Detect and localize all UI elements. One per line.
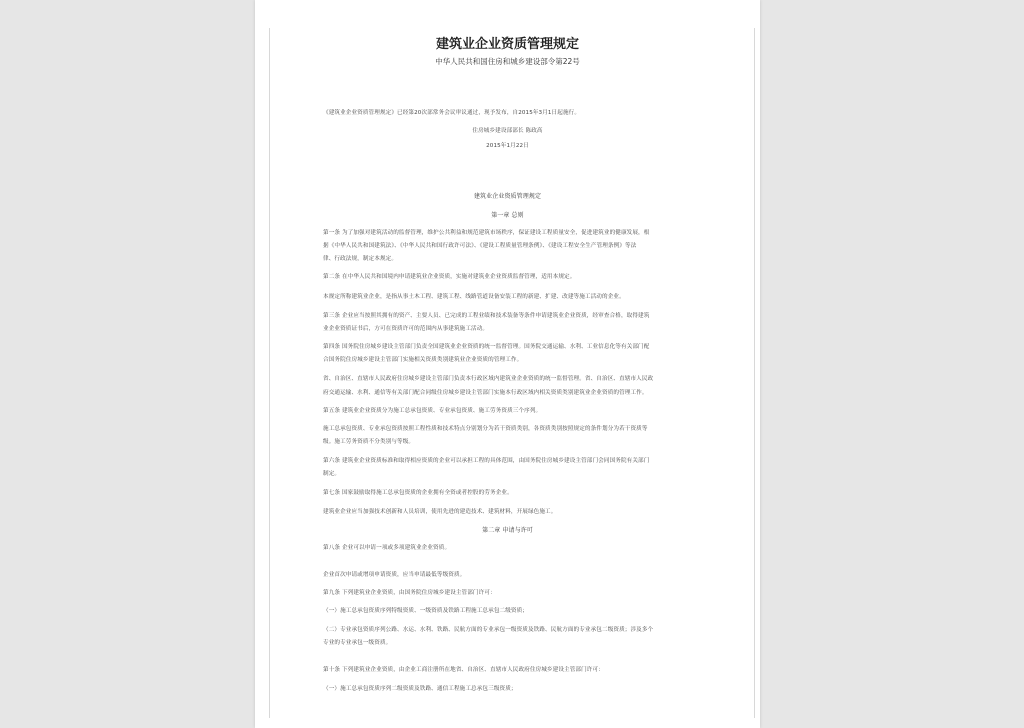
issue-date: 2015年1月22日 [486, 143, 529, 149]
text-line: 本规定所称建筑业企业，是指从事土木工程、建筑工程、线路管道设备安装工程的新建、扩建、改建等施工活动的企业。 [323, 294, 625, 300]
text-line: 第五条 建筑业企业资质分为施工总承包资质、专业承包资质、施工劳务资质三个序列。 [323, 408, 542, 414]
text-line: 省、自治区、直辖市人民政府住房城乡建设主管部门负责本行政区域内建筑业企业资质的统一监督管理。省、自治区、直辖市人民政 [323, 376, 654, 382]
signatory: 住房城乡建设部部长 陈政高 [472, 128, 543, 134]
intro-paragraph: 《建筑业企业资质管理规定》已经第20次部常务会议审议通过，现予发布，自2015年3月1日起施行。 [323, 110, 581, 116]
text-line: （一）施工总承包资质序列特级资质、一级资质及铁路工程施工总承包二级资质； [323, 608, 528, 614]
text-line: 业企业资质证书后，方可在资质许可的范围内从事建筑施工活动。 [323, 326, 489, 332]
text-line: 据《中华人民共和国建筑法》、《中华人民共和国行政许可法》、《建设工程质量管理条例》、《建设工程安全生产管理条例》等法 [323, 243, 637, 249]
chapter-two-heading: 第二章 申请与许可 [482, 527, 533, 534]
text-line: 第一条 为了加强对建筑活动的监督管理，维护公共利益和规范建筑市场秩序，保证建设工程质量安全，促进建筑业的健康发展，根 [323, 230, 650, 236]
text-line: 企业首次申请或增项申请资质，应当申请最低等级资质。 [323, 572, 466, 578]
text-line: 建筑业企业应当加强技术创新和人员培训，使用先进的建造技术、建筑材料，开展绿色施工。 [323, 509, 557, 515]
text-line: 第四条 国务院住房城乡建设主管部门负责全国建筑业企业资质的统一监督管理。国务院交通运输、水利、工业信息化等有关部门配 [323, 344, 650, 350]
text-line: 府交通运输、水利、通信等有关部门配合同级住房城乡建设主管部门实施本行政区域内相关资质类别建筑业企业资质的管理工作。 [323, 390, 648, 396]
text-line: 合国务院住房城乡建设主管部门实施相关资质类别建筑业企业资质的管理工作。 [323, 357, 523, 363]
text-line: 第九条 下列建筑业企业资质，由国务院住房城乡建设主管部门许可： [323, 590, 496, 596]
text-line: 级。施工劳务资质不分类别与等级。 [323, 439, 415, 445]
document-page [255, 0, 760, 728]
text-line: 第六条 建筑业企业资质标准和取得相应资质的企业可以承担工程的具体范围，由国务院住房城乡建设主管部门会同国务院有关部门 [323, 458, 650, 464]
document-subtitle: 中华人民共和国住房和城乡建设部令第22号 [435, 57, 580, 66]
text-line: 律、行政法规，制定本规定。 [323, 256, 398, 262]
chapter-one-heading: 第一章 总则 [491, 212, 524, 219]
text-line: （二）专业承包资质序列公路、水运、水利、铁路、民航方面的专业承包一级资质及铁路、民航方面的专业承包二级资质；涉及多个 [323, 627, 654, 633]
text-line: 第八条 企业可以申请一项或多项建筑业企业资质。 [323, 545, 451, 551]
text-line: 专业的专业承包一级资质。 [323, 640, 392, 646]
text-line: 施工总承包资质、专业承包资质按照工程性质和技术特点分别划分为若干资质类别，各资质类别按照规定的条件划分为若干资质等 [323, 426, 648, 432]
regulation-title: 建筑业企业资质管理规定 [473, 193, 542, 200]
text-line: 第二条 在中华人民共和国境内申请建筑业企业资质，实施对建筑业企业资质监督管理，适用本规定。 [323, 274, 576, 280]
document-title: 建筑业企业资质管理规定 [435, 37, 579, 52]
text-line: 第七条 国家鼓励取得施工总承包资质的企业拥有全资或者控股的劳务企业。 [323, 490, 513, 496]
text-line: （一）施工总承包资质序列二级资质及铁路、通信工程施工总承包三级资质； [323, 686, 517, 692]
text-line: 制定。 [323, 471, 341, 477]
text-line: 第三条 企业应当按照其拥有的资产、主要人员、已完成的工程业绩和技术装备等条件申请建筑业企业资质，经审查合格，取得建筑 [323, 313, 650, 319]
text-line: 第十条 下列建筑业企业资质，由企业工商注册所在地省、自治区、直辖市人民政府住房城乡建设主管部门许可： [323, 667, 604, 673]
